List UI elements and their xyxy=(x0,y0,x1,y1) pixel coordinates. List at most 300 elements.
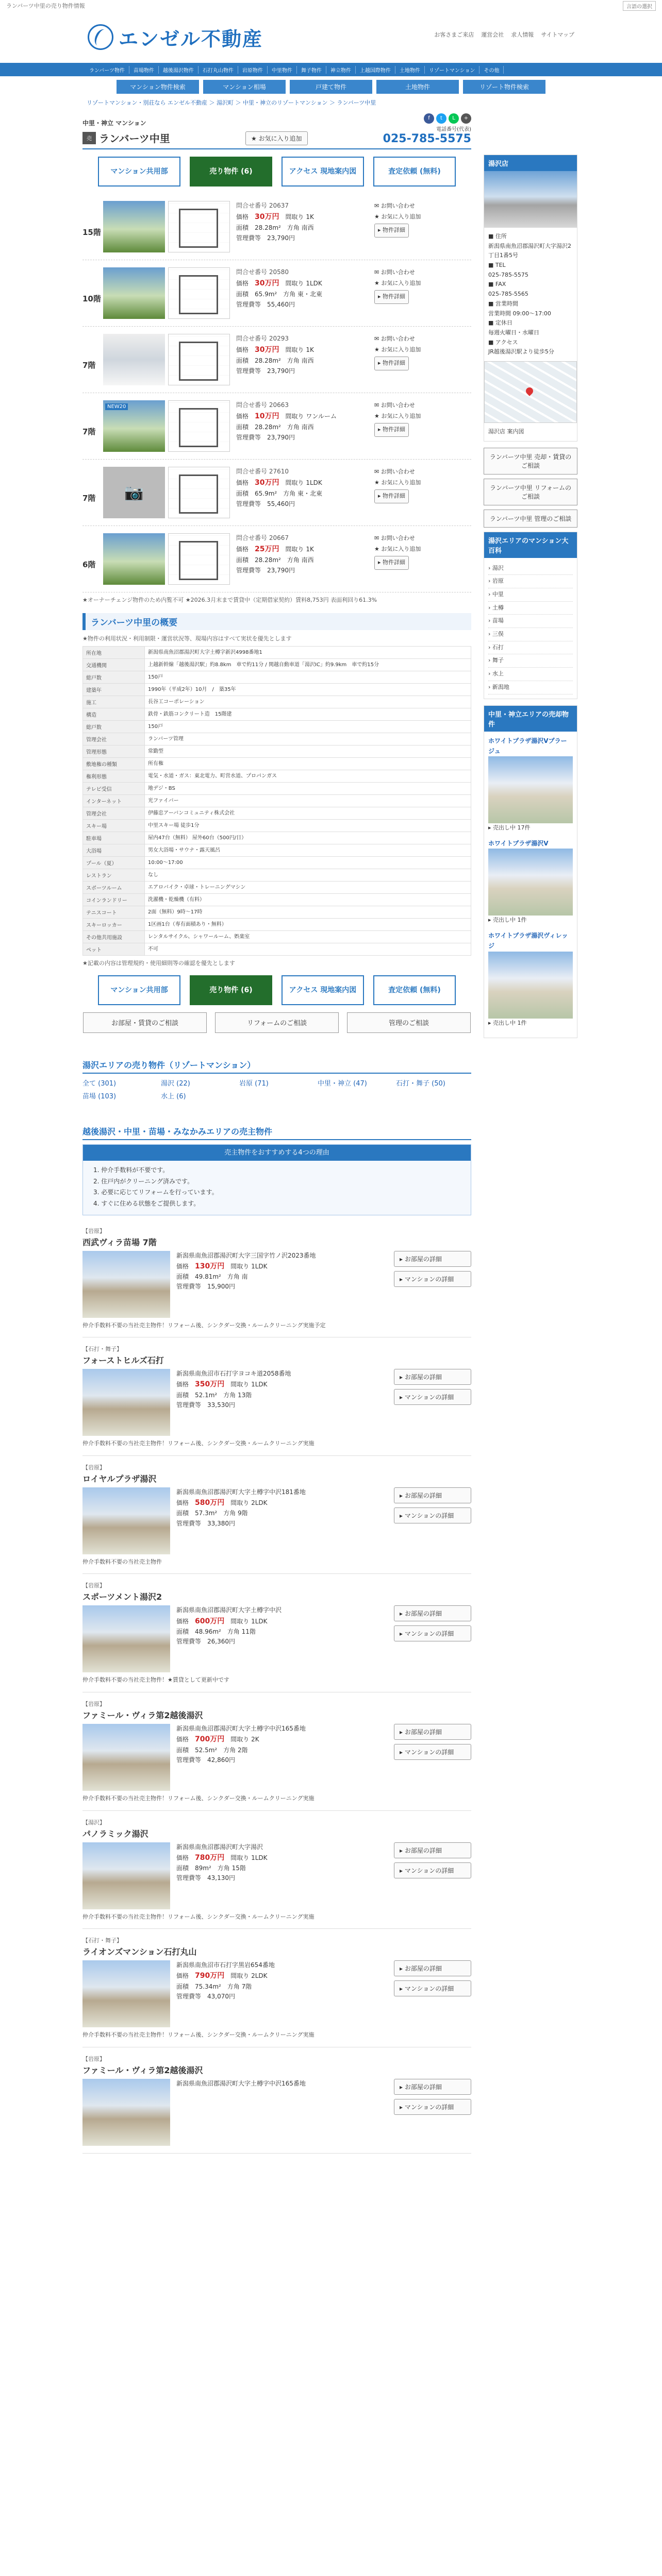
price-line xyxy=(236,544,370,555)
gnav-item[interactable]: 土地物件 xyxy=(395,66,425,74)
property-photo[interactable] xyxy=(103,467,165,518)
price-label: 価格 xyxy=(236,346,255,353)
listing-fee: 管理費等 42,860円 xyxy=(176,1756,235,1764)
listing-area: 面積 48.96m² 方角 11階 xyxy=(176,1628,256,1635)
listing-name[interactable]: 西武ヴィラ苗場 7階 xyxy=(82,1237,157,1247)
property-actions xyxy=(374,267,457,304)
similar-name: ホワイトプラザ湯沢ヴィレッジ xyxy=(488,932,568,950)
overview-value: 150戸 xyxy=(145,721,471,733)
listing-buttons xyxy=(394,1251,471,1287)
overview-row xyxy=(83,783,471,795)
listing-name[interactable]: フォーストヒルズ石打 xyxy=(82,1355,164,1366)
overview-row xyxy=(83,647,471,659)
overview-row xyxy=(83,943,471,956)
gnav-item[interactable]: その他 xyxy=(479,66,504,74)
shop-info-value: JR越後湯沢駅より徒歩5分 xyxy=(488,348,554,355)
area-links xyxy=(82,1074,471,1105)
price-value: 10万円 xyxy=(255,412,279,420)
overview-key: スキーロッカー xyxy=(83,919,145,931)
listing-photo[interactable] xyxy=(82,1960,170,2027)
property-info xyxy=(236,467,370,509)
listing-area: 面積 52.1m² 方角 13階 xyxy=(176,1391,252,1399)
gnav-item[interactable]: 中里物件 xyxy=(268,66,297,74)
listing-photo[interactable] xyxy=(82,1842,170,1909)
fee-line: 管理費等 23,790円 xyxy=(236,433,295,441)
add-favorite-label: お気に入り追加 xyxy=(258,135,302,142)
similar-item[interactable] xyxy=(488,930,573,1028)
listing-row xyxy=(82,1487,471,1554)
property-actions xyxy=(374,467,457,503)
overview-key: その他共用施設 xyxy=(83,931,145,943)
listing-name[interactable]: パノラミック湯沢 xyxy=(82,1828,148,1839)
detail-button[interactable]: ▸ 物件詳細 xyxy=(374,224,409,238)
listing-info xyxy=(176,1605,388,1647)
price-value: 30万円 xyxy=(255,279,279,287)
listing-photo[interactable] xyxy=(82,2079,170,2146)
tab-0[interactable]: マンション共用部 xyxy=(98,975,180,1005)
listing-price-line xyxy=(176,1261,388,1272)
title-bar xyxy=(82,113,471,149)
listing-item xyxy=(82,1929,471,2047)
listing-layout: 間取り 1LDK xyxy=(224,1262,268,1270)
room-detail-button[interactable]: ▸ お部屋の詳細 xyxy=(394,2079,471,2095)
listing-fee: 管理費等 43,070円 xyxy=(176,1992,235,2000)
price-line xyxy=(236,477,370,489)
gnav-item[interactable]: 苗場物件 xyxy=(129,66,159,74)
overview-value: 150戸 xyxy=(145,671,471,684)
recommend-title: 売主物件をおすすめする4つの理由 xyxy=(83,1145,471,1161)
area-list-item[interactable]: › 中里 xyxy=(488,588,573,602)
inquiry-link[interactable]: ✉ お問い合わせ xyxy=(374,535,415,541)
building-detail-button[interactable]: ▸ マンションの詳細 xyxy=(394,2099,471,2115)
listing-buttons xyxy=(394,2079,471,2115)
property-photo[interactable] xyxy=(103,533,165,585)
gnav-item[interactable]: ランバーツ物件 xyxy=(85,66,129,74)
area-link[interactable]: 中里・神立 (47) xyxy=(318,1079,367,1088)
room-detail-button[interactable]: ▸ お部屋の詳細 xyxy=(394,1369,471,1385)
tab-3[interactable]: 査定依頼 (無料) xyxy=(373,157,456,187)
area-link[interactable]: 苗場 (103) xyxy=(82,1092,117,1100)
area-list-item[interactable]: › 水上 xyxy=(488,668,573,681)
listing-area-tag: 【岩原】 xyxy=(82,1464,105,1471)
overview-row xyxy=(83,807,471,820)
favorite-link[interactable]: ★ お気に入り追加 xyxy=(374,346,421,353)
property-actions xyxy=(374,201,457,238)
side-consult-button[interactable]: ランバーツ中里 リフォームのご相談 xyxy=(484,479,577,505)
price-label: 価格 xyxy=(176,1381,195,1388)
tab-0[interactable]: マンション共用部 xyxy=(98,157,180,187)
listing-buttons xyxy=(394,1487,471,1523)
listing-area: 面積 57.3m² 方角 9階 xyxy=(176,1510,248,1517)
area-link[interactable]: 全て (301) xyxy=(82,1079,117,1088)
listing-price-line xyxy=(176,1379,388,1390)
inquiry-number: 問合せ番号 20637 xyxy=(236,202,289,209)
overview-row xyxy=(83,721,471,733)
share-icon[interactable]: + xyxy=(461,113,471,124)
phone-number[interactable]: 025-785-5575 xyxy=(383,132,471,145)
price-label: 価格 xyxy=(236,412,255,420)
area-link[interactable]: 水上 (6) xyxy=(161,1092,186,1100)
area-list-item[interactable]: › 新潟地 xyxy=(488,681,573,694)
overview-key: 所在地 xyxy=(83,647,145,659)
listing-area-tag: 【湯沢】 xyxy=(82,1819,105,1826)
listing-photo[interactable] xyxy=(82,1487,170,1554)
listing-price-line xyxy=(176,1852,388,1863)
similar-item[interactable] xyxy=(488,838,573,925)
overview-row xyxy=(83,894,471,906)
detail-button[interactable]: ▸ 物件詳細 xyxy=(374,556,409,570)
price-label: 価格 xyxy=(236,279,255,287)
tab-2[interactable]: アクセス 現地案内図 xyxy=(282,157,364,187)
property-photo[interactable] xyxy=(103,334,165,385)
add-favorite-button[interactable]: ★ お気に入り追加 xyxy=(245,131,308,145)
floor-plan[interactable] xyxy=(168,400,230,452)
overview-row xyxy=(83,795,471,807)
building-detail-button[interactable]: ▸ マンションの詳細 xyxy=(394,1744,471,1760)
overview-value: 2面（無料）9時〜17時 xyxy=(145,906,471,919)
breadcrumb[interactable]: リゾートマンション・別荘なら エンゼル不動産 ＞ 湯沢町 ＞ 中里・神立のリゾートマンション ＞ ランバーツ中里 xyxy=(87,99,376,106)
fee-line: 管理費等 23,790円 xyxy=(236,367,295,375)
listing-item xyxy=(82,2047,471,2154)
inquiry-link[interactable]: ✉ お問い合わせ xyxy=(374,402,415,409)
overview-key: テレビ受信 xyxy=(83,783,145,795)
listing-address: 新潟県南魚沼郡湯沢町大字三国字竹ノ沢2023番地 xyxy=(176,1251,316,1259)
overview-key: 駐車場 xyxy=(83,832,145,844)
overview-value: エアロバイク・卓球・トレーニングマシン xyxy=(145,882,471,894)
detail-button[interactable]: ▸ 物件詳細 xyxy=(374,489,409,503)
favorite-link[interactable]: ★ お気に入り追加 xyxy=(374,545,421,552)
property-row xyxy=(82,327,471,393)
price-line xyxy=(236,411,370,422)
listing-name[interactable]: ファミール・ヴィラ第2越後湯沢 xyxy=(82,1710,203,1720)
detail-button[interactable]: ▸ 物件詳細 xyxy=(374,357,409,370)
logo[interactable] xyxy=(88,23,263,52)
similar-count: ▸ 売出し中 1件 xyxy=(488,1019,527,1026)
listing-photo[interactable] xyxy=(82,1251,170,1318)
listing-item xyxy=(82,1811,471,1929)
listing-description: 仲介手数料不要の当社売主物件！リフォーム後、シンクダー交換・ルームクリーニング実施 xyxy=(82,1794,315,1802)
floor-label: 10階 xyxy=(82,294,101,303)
favorite-link[interactable]: ★ お気に入り追加 xyxy=(374,279,421,286)
gnav-item[interactable]: 石打丸山物件 xyxy=(198,66,238,74)
price-label: 価格 xyxy=(176,1736,195,1743)
listing-name[interactable]: ライオンズマンション石打丸山 xyxy=(82,1947,197,1957)
listing-layout: 間取り 1LDK xyxy=(224,1617,268,1625)
listing-row xyxy=(82,2079,471,2146)
favorite-link[interactable]: ★ お気に入り追加 xyxy=(374,479,421,486)
tab-1[interactable]: 売り物件 (6) xyxy=(190,157,272,187)
overview-key: 敷地権の種類 xyxy=(83,758,145,770)
logo-text: エンゼル不動産 xyxy=(119,27,263,50)
floor-plan[interactable] xyxy=(168,267,230,319)
listing-area: 面積 89m² 方角 15階 xyxy=(176,1865,246,1872)
overview-row xyxy=(83,758,471,770)
listing-address: 新潟県南魚沼市石打字ヨコキ道2058番地 xyxy=(176,1370,291,1378)
consult-button[interactable]: 管理のご相談 xyxy=(347,1012,471,1033)
listing-info xyxy=(176,1487,388,1529)
listing-row xyxy=(82,1724,471,1791)
subnav-item[interactable]: リゾート物件検索 xyxy=(463,80,545,94)
logo-icon xyxy=(88,24,113,50)
consult-button[interactable]: お部屋・賃貸のご相談 xyxy=(83,1012,207,1033)
listing-price: 350万円 xyxy=(195,1380,225,1389)
room-detail-button[interactable]: ▸ お部屋の詳細 xyxy=(394,1251,471,1267)
gnav-item[interactable]: リゾートマンション xyxy=(425,66,480,74)
listing-price-line xyxy=(176,1970,388,1981)
similar-count: ▸ 売出し中 17件 xyxy=(488,824,531,832)
similar-photo xyxy=(488,849,573,916)
header-link[interactable]: お客さまご来店 xyxy=(434,31,474,38)
line-icon[interactable]: L xyxy=(449,113,459,124)
overview-row xyxy=(83,733,471,745)
twitter-icon[interactable]: t xyxy=(436,113,446,124)
listing-info xyxy=(176,1369,388,1410)
overview-key: 総戸数 xyxy=(83,721,145,733)
listing-info xyxy=(176,2079,388,2089)
overview-row xyxy=(83,844,471,857)
area-heading: 湯沢エリアの売り物件（リゾートマンション） xyxy=(82,1059,471,1074)
property-row xyxy=(82,460,471,526)
shop-info-value: 毎週火曜日・水曜日 xyxy=(488,329,539,336)
floor-plan[interactable] xyxy=(168,201,230,252)
inquiry-link[interactable]: ✉ お問い合わせ xyxy=(374,202,415,209)
tab-bar-bottom xyxy=(82,975,471,1005)
shop-map[interactable] xyxy=(484,361,577,423)
inquiry-link[interactable]: ✉ お問い合わせ xyxy=(374,269,415,276)
overview-value: 地デジ・BS xyxy=(145,783,471,795)
header-link[interactable]: サイトマップ xyxy=(541,31,574,38)
consult-button[interactable]: リフォームのご相談 xyxy=(215,1012,339,1033)
sidebar xyxy=(484,155,577,1044)
listing-buttons xyxy=(394,1605,471,1641)
tab-1[interactable]: 売り物件 (6) xyxy=(190,975,272,1005)
similar-title: 中里・神立エリアの売却物件 xyxy=(484,706,577,732)
area-list-item[interactable]: › 岩原 xyxy=(488,575,573,588)
floor-plan[interactable] xyxy=(168,467,230,518)
floor-label: 6階 xyxy=(82,560,96,569)
side-consult-button[interactable]: ランバーツ中里 売却・賃貸のご相談 xyxy=(484,448,577,474)
listing-row xyxy=(82,1842,471,1909)
favorite-link[interactable]: ★ お気に入り追加 xyxy=(374,213,421,220)
overview-row xyxy=(83,745,471,758)
overview-key: ペット xyxy=(83,943,145,956)
inquiry-number: 問合せ番号 27610 xyxy=(236,468,289,475)
subnav-item[interactable]: 土地物件 xyxy=(376,80,459,94)
listing-address: 新潟県南魚沼郡湯沢町大字湯沢 xyxy=(176,1843,263,1851)
property-photo[interactable] xyxy=(103,267,165,319)
overview-value: 洗濯機・乾燥機（有料） xyxy=(145,894,471,906)
detail-button[interactable]: ▸ 物件詳細 xyxy=(374,290,409,304)
area-list-item[interactable]: › 三俣 xyxy=(488,628,573,641)
similar-item[interactable] xyxy=(488,736,573,833)
overview-value: なし xyxy=(145,869,471,882)
listing-address: 新潟県南魚沼市石打字黒岩654番地 xyxy=(176,1961,275,1969)
price-line xyxy=(236,278,370,290)
overview-key: 総戸数 xyxy=(83,671,145,684)
area-encyclopedia-title: 湯沢エリアのマンション大百科 xyxy=(484,532,577,558)
facebook-icon[interactable]: f xyxy=(424,113,434,124)
side-consult-button[interactable]: ランバーツ中里 管理のご相談 xyxy=(484,510,577,528)
price-label: 価格 xyxy=(176,1499,195,1506)
sub-nav xyxy=(0,76,662,97)
language-select[interactable]: 言語の選択 xyxy=(623,1,656,11)
area-link[interactable]: 石打・舞子 (50) xyxy=(396,1079,445,1088)
overview-value: 男女大浴場・サウナ・露天風呂 xyxy=(145,844,471,857)
listing-photo[interactable] xyxy=(82,1724,170,1791)
area-line: 面積 65.9m² 方角 東・北東 xyxy=(236,290,323,298)
price-label: 価格 xyxy=(176,1854,195,1861)
price-value: 30万円 xyxy=(255,345,279,354)
subnav-item[interactable]: 戸建て物件 xyxy=(290,80,372,94)
overview-key: テニスコート xyxy=(83,906,145,919)
overview-footer: ★記載の内容は管理規約・使用細則等の確認を優先とします xyxy=(82,960,235,967)
property-info xyxy=(236,267,370,310)
area-list-item[interactable]: › 湯沢 xyxy=(488,562,573,575)
gnav-item[interactable]: 上越国際物件 xyxy=(356,66,395,74)
area-list-item[interactable]: › 石打 xyxy=(488,641,573,655)
area-list-item[interactable]: › 舞子 xyxy=(488,654,573,668)
overview-row xyxy=(83,708,471,721)
listing-name[interactable]: ロイヤルプラザ湯沢 xyxy=(82,1473,157,1484)
gnav-item[interactable]: 舞子物件 xyxy=(297,66,326,74)
overview-value: 上越新幹線「越後湯沢駅」約8.8km 車で約11分 / 関越自動車道「湯沢IC」約9.9km 車で約15分 xyxy=(145,659,471,671)
overview-row xyxy=(83,857,471,869)
room-detail-button[interactable]: ▸ お部屋の詳細 xyxy=(394,1487,471,1503)
room-detail-button[interactable]: ▸ お部屋の詳細 xyxy=(394,1605,471,1621)
shop-info-value: 新潟県南魚沼郡湯沢町大字湯沢2丁目1番5号 xyxy=(488,242,571,259)
room-detail-button[interactable]: ▸ お部屋の詳細 xyxy=(394,1842,471,1858)
floor-plan[interactable] xyxy=(168,334,230,385)
overview-key: 管理会社 xyxy=(83,807,145,820)
site-header xyxy=(0,11,662,63)
listing-description: 仲介手数料不要の当社売主物件！リフォーム後、シンクダー交換・ルームクリーニング実施 xyxy=(82,1440,315,1447)
room-detail-button[interactable]: ▸ お部屋の詳細 xyxy=(394,1960,471,1976)
map-label[interactable]: 湯沢店 案内図 xyxy=(488,428,524,435)
overview-key: 大浴場 xyxy=(83,844,145,857)
header-link[interactable]: 求人情報 xyxy=(511,31,534,38)
floor-plan[interactable] xyxy=(168,533,230,585)
overview-value: レンタルサイクル、シャワールーム、娯楽室 xyxy=(145,931,471,943)
listing-price-line xyxy=(176,1497,388,1509)
camera-icon: 📷 xyxy=(124,483,144,502)
gnav-item[interactable]: 越後湯沢物件 xyxy=(159,66,198,74)
room-detail-button[interactable]: ▸ お部屋の詳細 xyxy=(394,1724,471,1740)
overview-row xyxy=(83,820,471,832)
similar-photo xyxy=(488,952,573,1019)
listing-fee: 管理費等 43,130円 xyxy=(176,1874,235,1882)
similar-count: ▸ 売出し中 1件 xyxy=(488,917,527,924)
building-detail-button[interactable]: ▸ マンションの詳細 xyxy=(394,1625,471,1641)
listing-price: 580万円 xyxy=(195,1498,225,1507)
property-info xyxy=(236,400,370,443)
listing-info xyxy=(176,1842,388,1884)
listing-area-tag: 【石打・舞子】 xyxy=(82,1937,122,1944)
property-photo[interactable] xyxy=(103,400,165,452)
listing-fee: 管理費等 15,900円 xyxy=(176,1283,235,1291)
inquiry-link[interactable]: ✉ お問い合わせ xyxy=(374,468,415,475)
subnav-item[interactable]: マンション相場 xyxy=(203,80,286,94)
area-link[interactable]: 湯沢 (22) xyxy=(161,1079,190,1088)
area-link[interactable]: 岩原 (71) xyxy=(239,1079,269,1088)
listing-buttons xyxy=(394,1842,471,1878)
favorite-link[interactable]: ★ お気に入り追加 xyxy=(374,412,421,419)
building-detail-button[interactable]: ▸ マンションの詳細 xyxy=(394,1389,471,1405)
top-bar xyxy=(0,0,662,11)
listing-photo[interactable] xyxy=(82,1369,170,1436)
area-list-item[interactable]: › 土樽 xyxy=(488,602,573,615)
overview-row xyxy=(83,770,471,783)
contact-box xyxy=(383,113,471,145)
price-label: 価格 xyxy=(176,1972,195,1980)
building-detail-button[interactable]: ▸ マンションの詳細 xyxy=(394,1271,471,1287)
gnav-item[interactable]: 神立物件 xyxy=(326,66,356,74)
recommend-item: 3. 必要に応じてリフォームを行っています。 xyxy=(93,1189,218,1196)
inquiry-link[interactable]: ✉ お問い合わせ xyxy=(374,335,415,342)
header-link[interactable]: 運営会社 xyxy=(481,31,504,38)
listing-area-tag: 【石打・舞子】 xyxy=(82,1346,122,1353)
property-row xyxy=(82,260,471,327)
overview-key: 施工 xyxy=(83,696,145,708)
listing-name[interactable]: スポーツメント湯沢2 xyxy=(82,1592,162,1602)
overview-row xyxy=(83,906,471,919)
recommend-box xyxy=(82,1144,471,1215)
fee-line: 管理費等 23,790円 xyxy=(236,566,295,574)
overview-key: 構造 xyxy=(83,708,145,721)
shop-info-value: 営業時間 09:00〜17:00 xyxy=(488,310,551,317)
gnav-item[interactable]: 岩原物件 xyxy=(238,66,268,74)
listing-photo[interactable] xyxy=(82,1605,170,1672)
area-list-item[interactable]: › 苗場 xyxy=(488,615,573,628)
listing-description: 仲介手数料不要の当社売主物件！リフォーム後、シンクダー交換・ルームクリーニング実施 xyxy=(82,1913,315,1920)
price-value: 25万円 xyxy=(255,545,279,553)
listing-description: 仲介手数料不要の当社売主物件 xyxy=(82,1558,162,1565)
overview-value: 新潟県南魚沼郡湯沢町大字土樽字新沢4998番地1 xyxy=(145,647,471,659)
overview-key: 建築年 xyxy=(83,684,145,696)
inquiry-number: 問合せ番号 20667 xyxy=(236,534,289,541)
listing-layout: 間取り 1LDK xyxy=(224,1854,268,1861)
overview-key: レストラン xyxy=(83,869,145,882)
tab-3[interactable]: 査定依頼 (無料) xyxy=(373,975,456,1005)
building-detail-button[interactable]: ▸ マンションの詳細 xyxy=(394,1980,471,1996)
price-label: 価格 xyxy=(236,479,255,486)
listing-description: 仲介手数料不要の当社売主物件！★賃貸として更新中です xyxy=(82,1676,229,1684)
tab-2[interactable]: アクセス 現地案内図 xyxy=(282,975,364,1005)
area-line: 面積 28.28m² 方角 南西 xyxy=(236,357,314,364)
property-photo[interactable] xyxy=(103,201,165,252)
listing-name[interactable]: ファミール・ヴィラ第2越後湯沢 xyxy=(82,2065,203,2075)
fee-line: 管理費等 55,460円 xyxy=(236,300,295,308)
subnav-item[interactable]: マンション物件検索 xyxy=(117,80,199,94)
layout: 間取り 1LDK xyxy=(279,479,322,486)
price-label: 価格 xyxy=(236,545,255,553)
overview-row xyxy=(83,882,471,894)
price-line xyxy=(236,211,370,223)
shop-info-value: 025-785-5565 xyxy=(488,291,528,298)
overview-key: スポーツルーム xyxy=(83,882,145,894)
listing-price: 600万円 xyxy=(195,1617,225,1625)
overview-row xyxy=(83,659,471,671)
building-detail-button[interactable]: ▸ マンションの詳細 xyxy=(394,1507,471,1523)
listing-fee: 管理費等 33,530円 xyxy=(176,1401,235,1409)
similar-name: ホワイトプラザ湯沢Vプラージュ xyxy=(488,737,567,755)
similar-photo xyxy=(488,756,573,823)
building-detail-button[interactable]: ▸ マンションの詳細 xyxy=(394,1862,471,1878)
overview-value: 不可 xyxy=(145,943,471,956)
detail-button[interactable]: ▸ 物件詳細 xyxy=(374,423,409,437)
seller-heading: 越後湯沢・中里・苗場・みなかみエリアの売主物件 xyxy=(82,1125,471,1140)
floor-label: 7階 xyxy=(82,427,96,436)
listing-buttons xyxy=(394,1369,471,1405)
